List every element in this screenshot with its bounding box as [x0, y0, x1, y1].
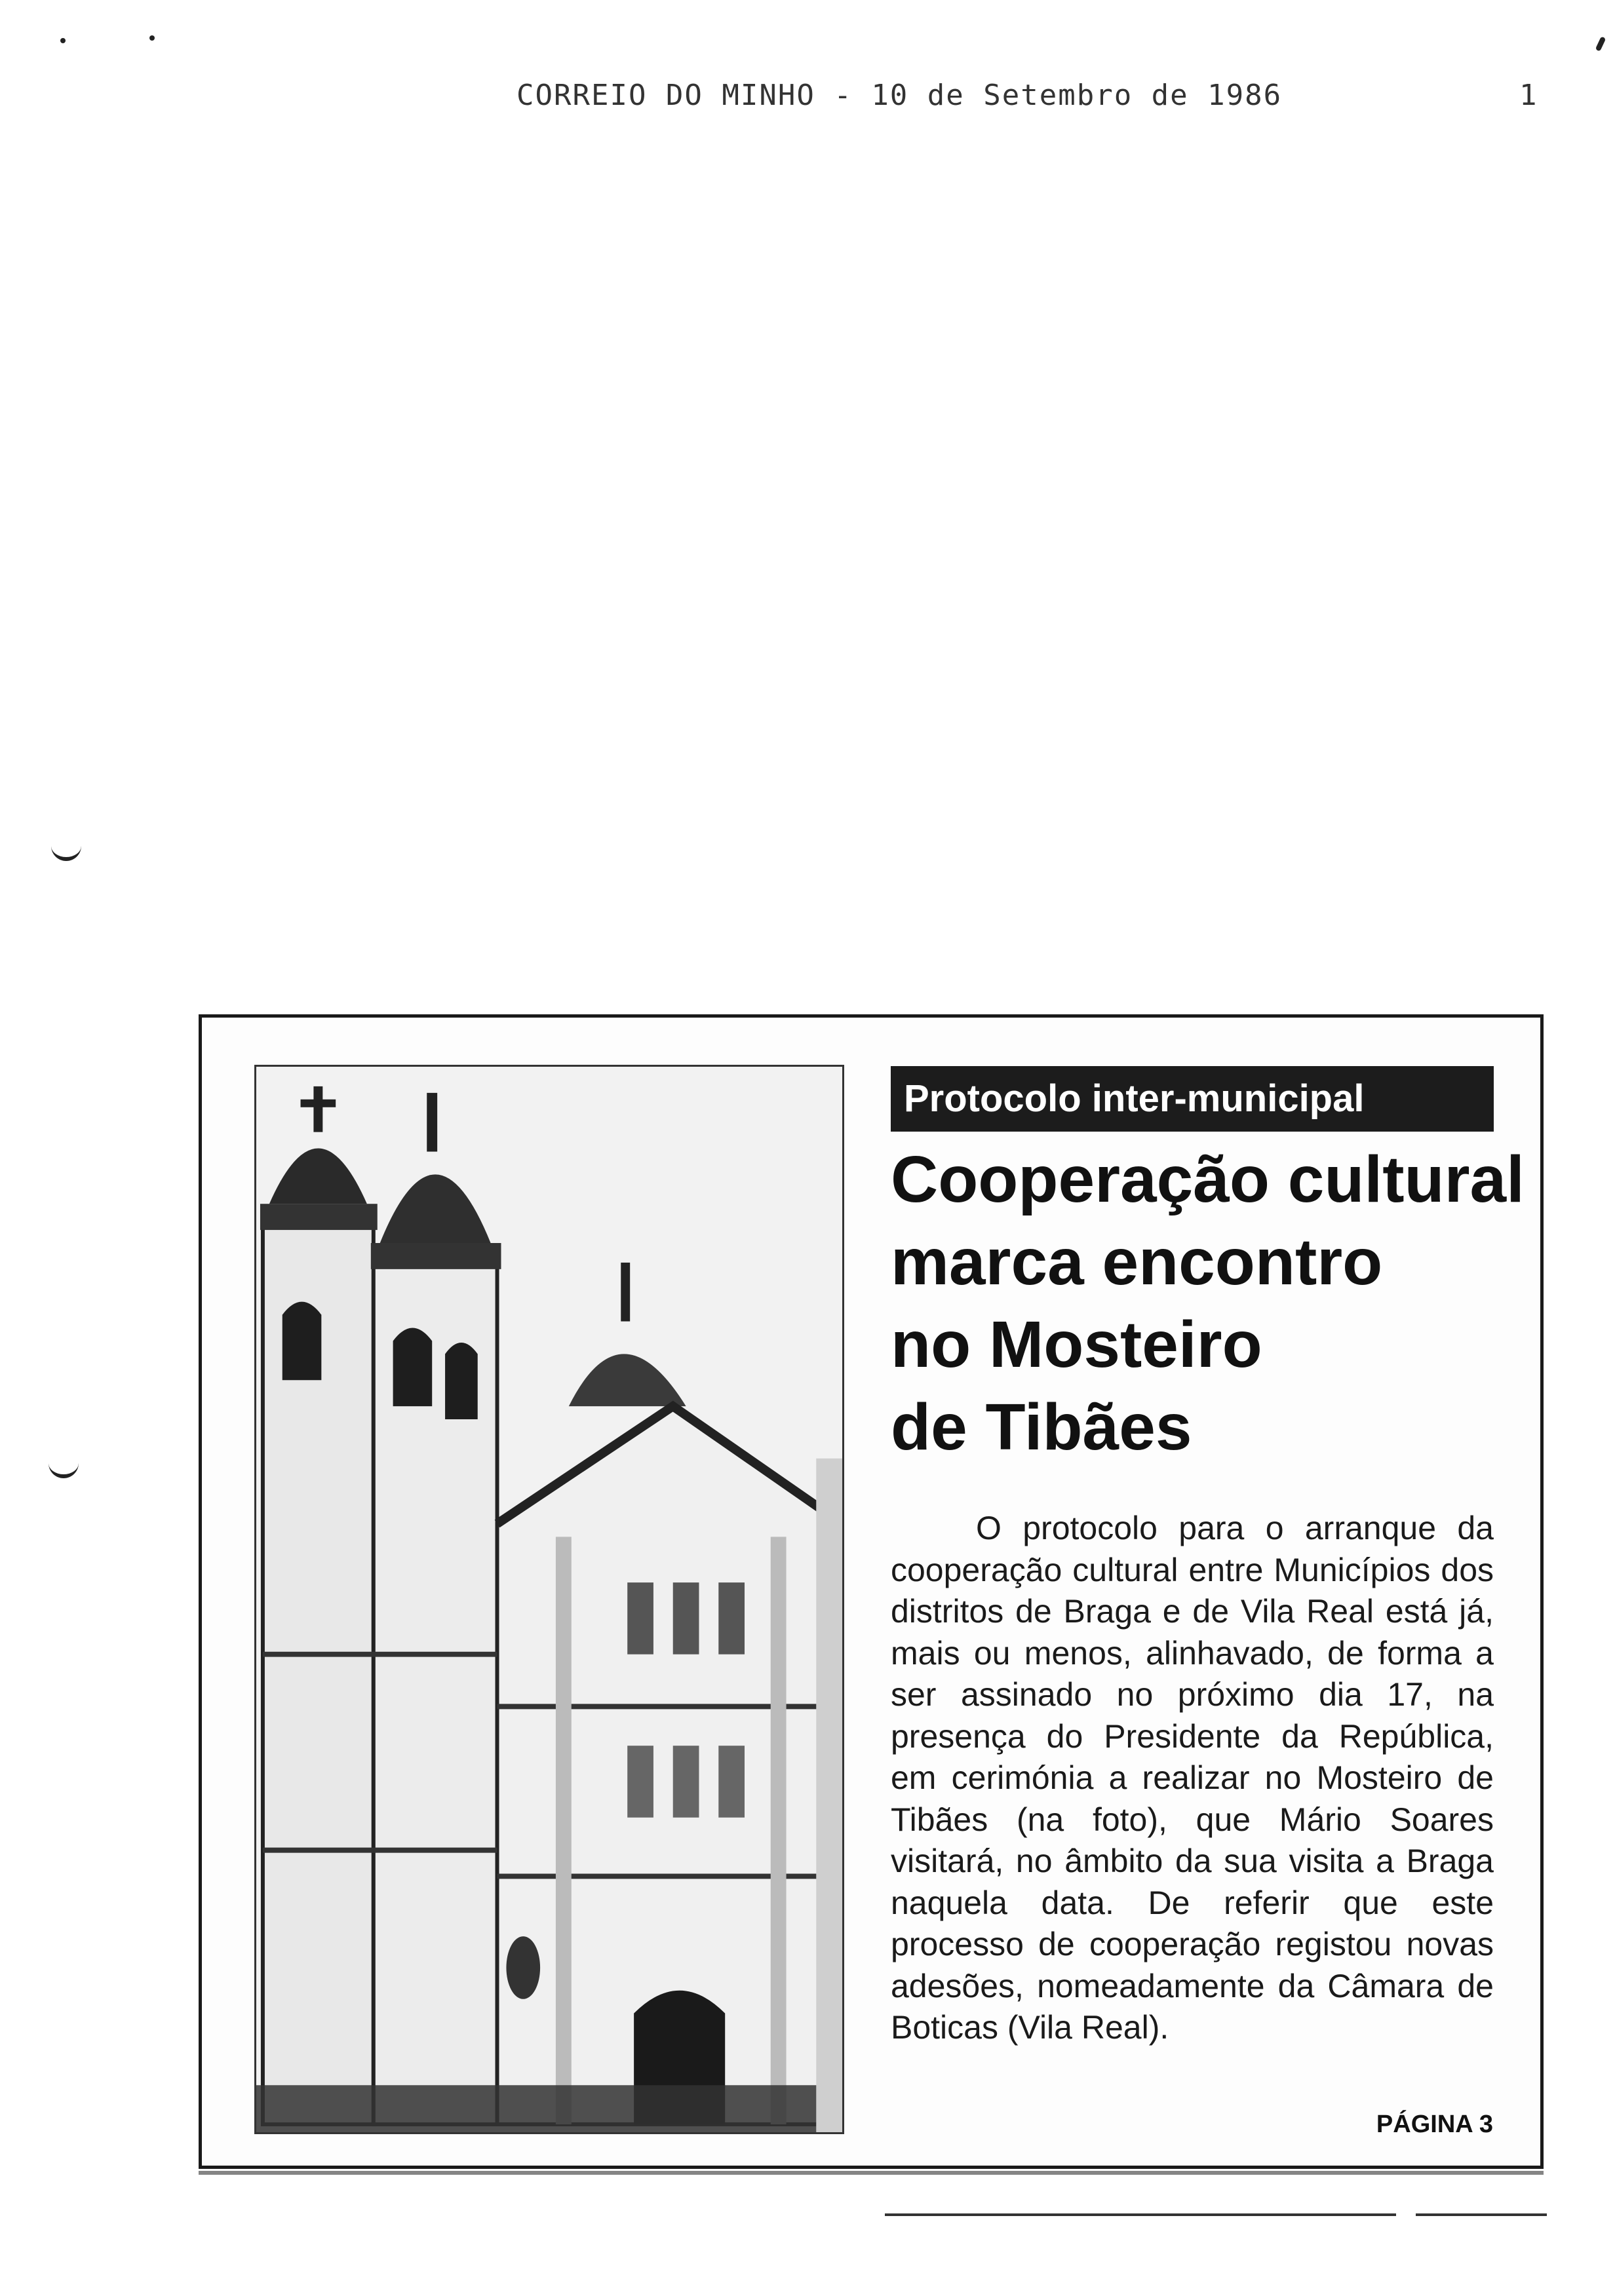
monastery-photo: [254, 1065, 844, 2134]
monastery-illustration: [256, 1067, 842, 2132]
page-header: CORREIO DO MINHO - 10 de Setembro de 1986: [516, 79, 1283, 112]
scan-speck: [60, 38, 66, 43]
scan-speck: [149, 35, 155, 41]
scan-margin-mark: [49, 1459, 79, 1478]
scan-rule: [885, 2213, 1396, 2216]
scan-rule: [1416, 2213, 1547, 2216]
continuation-reference: PÁGINA 3: [1376, 2111, 1493, 2138]
page-number: 1: [1519, 79, 1537, 112]
newspaper-clipping: [199, 1014, 1544, 2169]
article-headline: [891, 1138, 1525, 1468]
headline-line: marca encontro: [891, 1225, 1383, 1299]
headline-line: de Tibães: [891, 1390, 1192, 1464]
scan-margin-mark: [51, 841, 81, 861]
scan-speck: [1595, 36, 1606, 51]
article-kicker: Protocolo inter-municipal: [891, 1066, 1494, 1132]
headline-line: no Mosteiro: [891, 1308, 1262, 1381]
headline-line: Cooperação cultural: [891, 1143, 1525, 1216]
article-body-text: O protocolo para o arranque da cooperação cultural entre Municípios dos distritos de Braga e de Vila Real está já, mais ou menos, alinhavado, de forma a ser assinado no próximo dia 17, na presença do Presidente da República, em cerimónia a realizar no Mosteiro de Tibães (na foto), que Mário Soares visitará, no âmbito da sua visita a Braga naquela data. De referir que este processo de cooperação registou novas adesões, nomeadamente da Câmara de Boticas (Vila Real).: [891, 1510, 1494, 2046]
article-body-paragraph: [891, 1508, 1494, 2049]
